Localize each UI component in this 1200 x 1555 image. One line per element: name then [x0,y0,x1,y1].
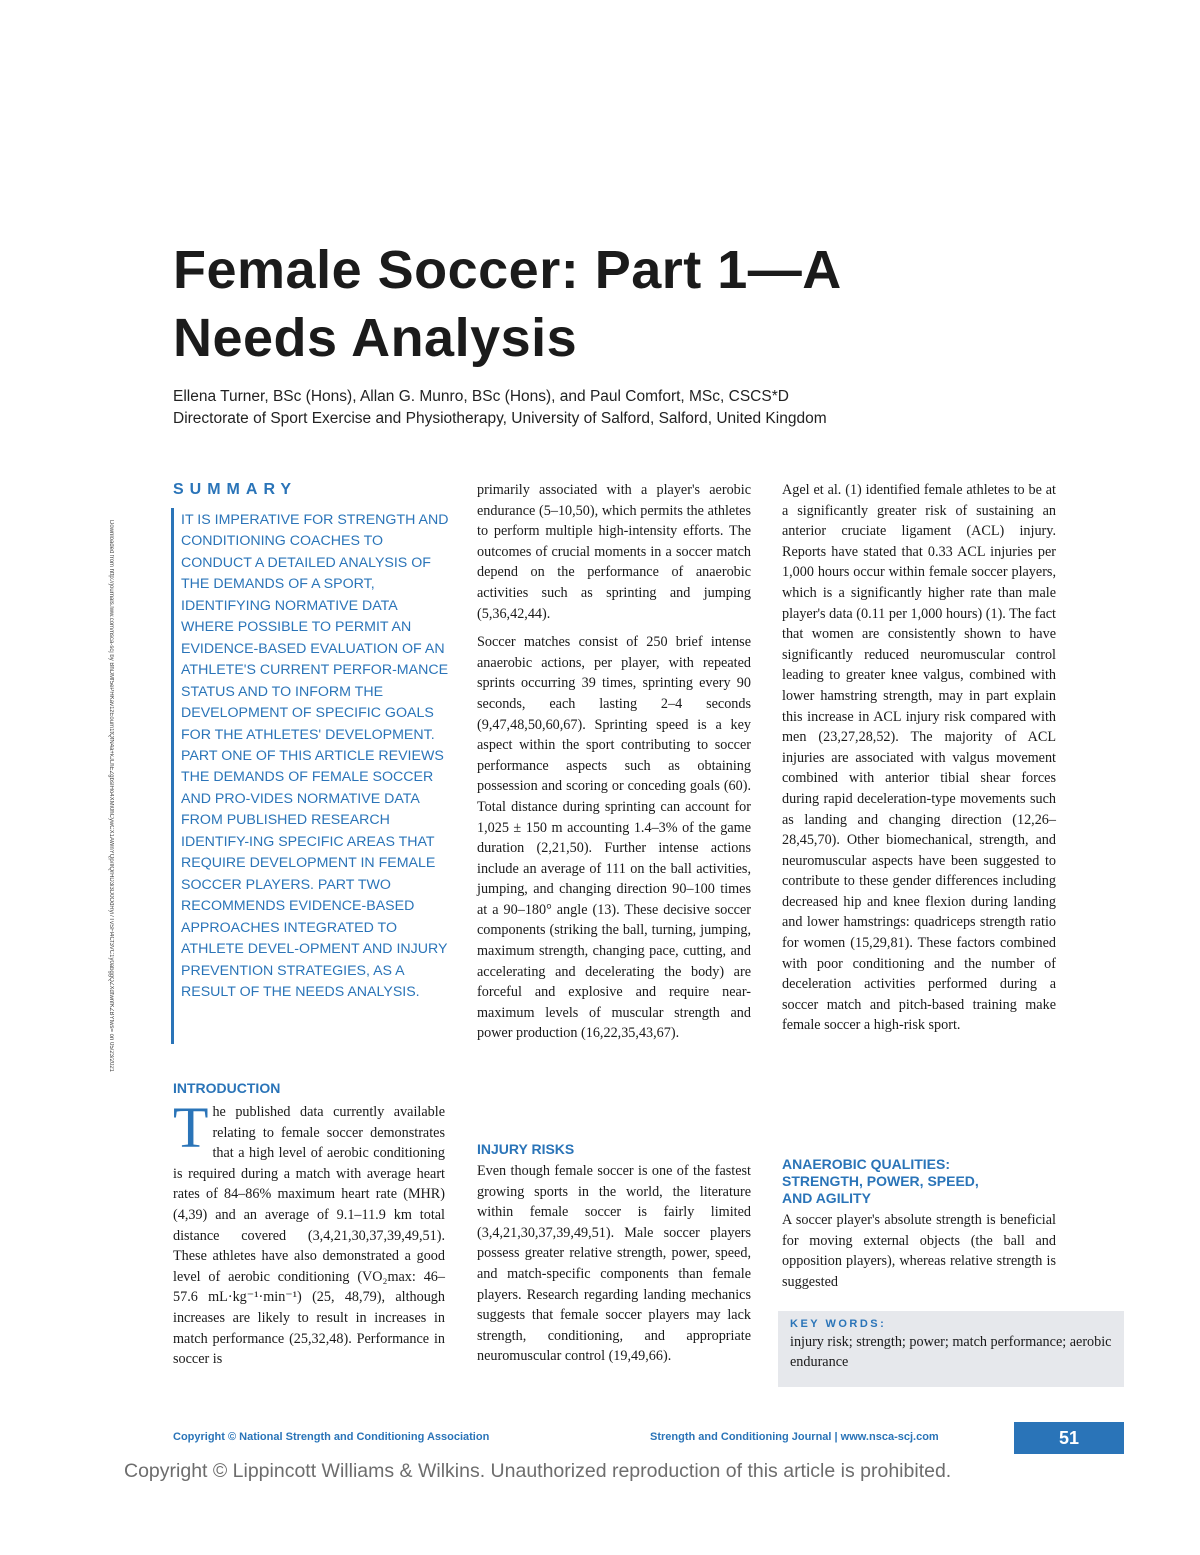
introduction-heading: INTRODUCTION [173,1080,281,1096]
paragraph: Soccer matches consist of 250 brief intense anaerobic actions, per player, with repeated sprints occurring 39 times, sprinting every 90 seconds, each lasting 2–4 seconds (9,47,48,50,60,67). Sprinting speed is a key aspect within the sport contributing to soccer performance aspects such as obtaining possession and scoring or conceding goals (60). Total distance during sprinting can account for 1,025 ± 150 m accounting 1.4–3% of the game duration (2,21,50). Further intense actions include an average of 111 on the ball activities, jumping, and changing direction 90–100 times at a 90–180° angle (13). These decisive soccer components (striking the ball, turning, jumping, maximum strength, changing pace, cutting, and accelerating and decelerating the body) are forceful and explosive and require near-maximum levels of muscular strength and power production (16,22,35,43,67). [477,634,751,1042]
download-note: Downloaded from http://journals.lww.com/nsca-scj by BhDMf5ePHKav1zEoum1tQfN4a+kJLhEZgbsIHo4XMi0hCywCX1AWnYQp/IlQrHD3i3D0OdRyi7TvSFl4Cf3VC1y0abggQZXdtwnfKZBYtws= on 05/23/2021 [108,520,114,1073]
summary-heading: SUMMARY [173,481,298,498]
page-number-badge: 51 [1014,1422,1124,1454]
keywords-box [778,1311,1124,1387]
title-line-2: Needs Analysis [173,308,578,368]
injury-risks-heading: INJURY RISKS [477,1141,575,1157]
anaerobic-qualities-heading [782,1156,979,1207]
injury-risks-text: Even though female soccer is one of the fastest growing sports in the world, the literature within female soccer is fairly limited (3,4,21,30,37,39,49,51). Male soccer players possess greater relative strength, power, speed, and match-specific components than female players. Research regarding landing mechanics suggests that female soccer players may lack strength, conditioning, and appropriate neuromuscular control (19,49,66). [477,1163,751,1365]
authors: Ellena Turner, BSc (Hons), Allan G. Munro, BSc (Hons), and Paul Comfort, MSc, CSCS*D [173,388,789,405]
anaerobic-qualities-text: A soccer player's absolute strength is beneficial for moving external objects (the ball and opposition players), whereas relative strength is suggested [782,1212,1056,1290]
footer-journal-link[interactable]: Strength and Conditioning Journal | www.nsca-scj.com [650,1431,939,1443]
introduction-text: he published data currently available relating to female soccer demonstrates that a high level of aerobic conditioning is required during a match with average heart rates of 84–86% maximum heart rate (MHR) (4,39) and an average of 9.1–11.9 km total distance covered (3,4,21,30,37,39,49,51). These athletes have also demonstrated a good level of aerobic conditioning (VO₂max: 46–57.6 mL·kg⁻¹·min⁻¹) (25, 48,79), although increases are likely to result in increases in match performance (25,32,48). Performance in soccer is [173,1104,445,1368]
column-2-body [477,480,751,1052]
affiliation: Directorate of Sport Exercise and Physiotherapy, University of Salford, Salford, United Kingdom [173,410,827,427]
summary-text: IT IS IMPERATIVE FOR STRENGTH AND CONDITIONING COACHES TO CONDUCT A DETAILED ANALYSIS OF THE DEMANDS OF A SPORT, IDENTIFYING NORMATIVE DATA WHERE POSSIBLE TO PERMIT AN EVIDENCE-BASED EVALUATION OF AN ATHLETE'S CURRENT PERFOR-MANCE STATUS AND TO INFORM THE DEVELOPMENT OF SPECIFIC GOALS FOR THE ATHLETES' DEVELOPMENT. PART ONE OF THIS ARTICLE REVIEWS THE DEMANDS OF FEMALE SOCCER AND PRO-VIDES NORMATIVE DATA FROM PUBLISHED RESEARCH IDENTIFY-ING SPECIFIC AREAS THAT REQUIRE DEVELOPMENT IN FEMALE SOCCER PLAYERS. PART TWO RECOMMENDS EVIDENCE-BASED APPROACHES INTEGRATED TO ATHLETE DEVEL-OPMENT AND INJURY PREVENTION STRATEGIES, AS A RESULT OF THE NEEDS ANALYSIS. [181,512,449,1000]
column-3-body: Agel et al. (1) identified female athletes to be at a significantly greater risk of sustaining an anterior cruciate ligament (ACL) injury. Reports have stated that 0.33 ACL injuries per 1,000 hours occur within female soccer players, which is a significantly higher rate than male player's data (0.11 per 1,000 hours) (1). The fact that women are consistently shown to have significantly reduced neuromuscular control leading to greater knee valgus, combined with lower hamstring strength, may in part explain this increase in ACL injury risk compared with men (23,27,28,52). The majority of ACL injuries are associated with valgus movement combined with anterior tibial shear forces during rapid deceleration-type movements such as landing and changing direction (12,26–28,45,70). Other biomechanical, strength, and neuromuscular aspects have been suggested to contribute to these gender differences including decreased hip and knee flexion during landing and lower hamstrings: quadriceps strength ratio for women (15,29,81). These factors combined with poor conditioning and the number of deceleration activities performed during a soccer match and pitch-based training make female soccer a high-risk sport. [782,482,1056,1034]
introduction-body [173,1095,445,1370]
heading-line: STRENGTH, POWER, SPEED, [782,1173,979,1189]
heading-line: ANAEROBIC QUALITIES: [782,1156,950,1172]
article-title [173,236,1123,372]
paragraph: primarily associated with a player's aerobic endurance (5–10,50), which permits the athletes to perform multiple high-intensity efforts. The outcomes of crucial moments in a soccer match depend on the performance of anaerobic activities such as sprinting and jumping (5,36,42,44). [477,482,751,622]
copyright-notice: Copyright © Lippincott Williams & Wilkins. Unauthorized reproduction of this article is prohibited. [124,1460,952,1482]
summary-accent-bar [171,508,174,1044]
keywords-text: injury risk; strength; power; match performance; aerobic endurance [790,1334,1112,1370]
title-line-1: Female Soccer: Part 1—A [173,240,842,300]
heading-line: AND AGILITY [782,1190,871,1206]
footer-copyright-nsca: Copyright © National Strength and Conditioning Association [173,1431,490,1443]
keywords-title: KEY WORDS: [790,1318,887,1330]
drop-cap: T [173,1095,209,1160]
